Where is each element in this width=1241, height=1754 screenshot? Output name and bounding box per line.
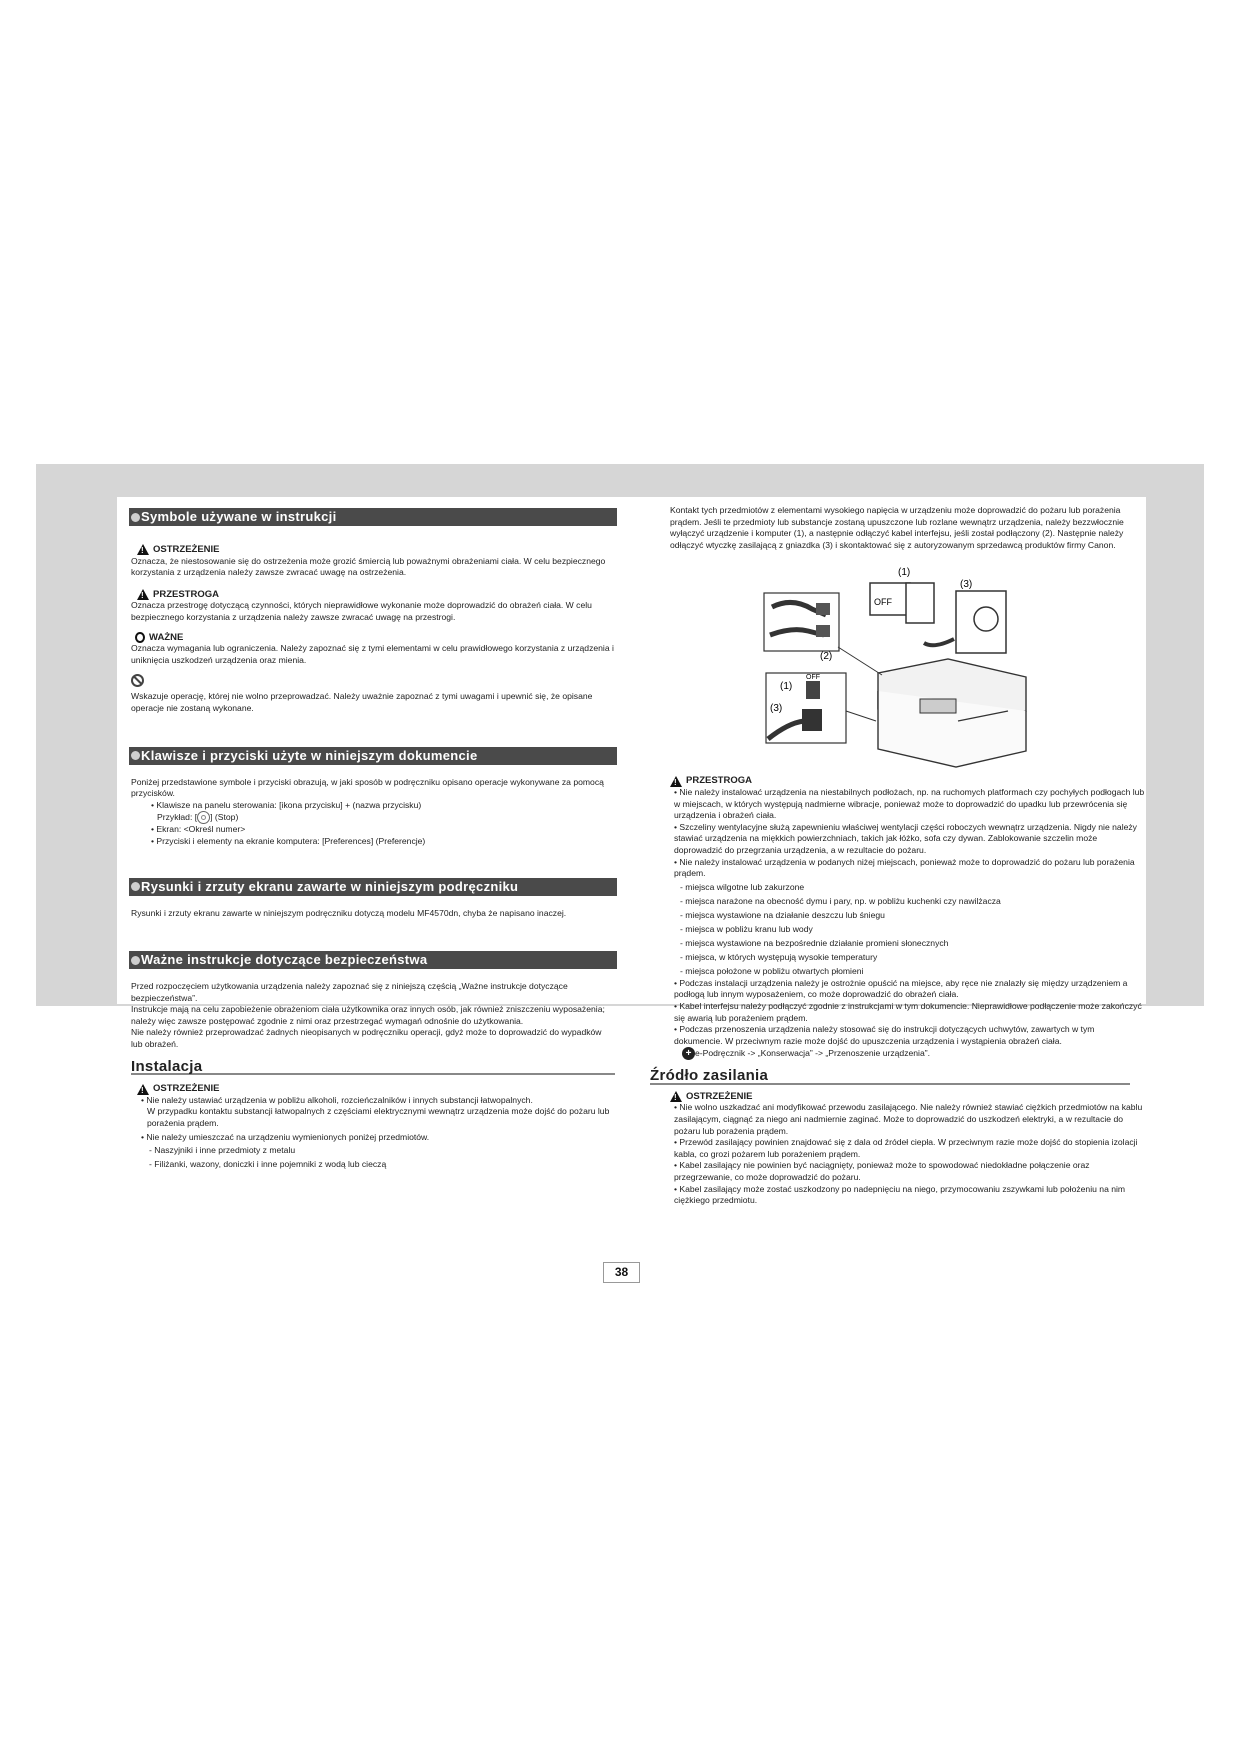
unplug-illustration bbox=[758, 561, 1058, 771]
power-source-heading: Źródło zasilania bbox=[650, 1070, 1130, 1085]
pc-tower-shape bbox=[906, 583, 934, 623]
power-inlet-shape bbox=[802, 709, 822, 731]
prohibited-icon bbox=[131, 674, 144, 687]
list-item: - miejsca położone w pobliżu otwartych płomieni bbox=[680, 965, 864, 976]
wall-outlet-box bbox=[956, 591, 1006, 653]
important-heading: WAŻNE bbox=[135, 632, 615, 644]
list-item: - miejsca wilgotne lub zakurzone bbox=[680, 881, 805, 892]
power-bullet-1: • Nie wolno uszkadzać ani modyfikować przewodu zasilającego. Nie należy również stawiać ciężkich przedmiotów na kablu zasilającym, ciągnąć za niego ani nadmiernie zaginać. Może to doprowadzić do uszkodzeń elektryki, a w rezultacie do pożaru lub porażenia prądem. bbox=[674, 1102, 1143, 1136]
caution-bullet-5: • Kabel interfejsu należy podłączyć zgodnie z instrukcjami w tym dokumencie. Nieprawidłowe podłączenie może zakończyć się awarią lub porażeniem prądem. bbox=[674, 1000, 1142, 1023]
caution-bullet-2: • Szczeliny wentylacyjne służą zapewnieniu właściwej wentylacji części roboczych wewnątrz urządzenia. Nigdy nie należy stawiać urządzenia na miękkich powierzchniach, takich jak łóżko, sofa czy dywan. Zablokowanie szczelin może doprowadzić do przegrzania urządzenia, a w rezultacie do pożaru. bbox=[674, 821, 1137, 855]
power-switch-shape bbox=[806, 681, 820, 699]
printer-panel-shape bbox=[920, 699, 956, 713]
figures-text: Rysunki i zrzuty ekranu zawarte w niniejszym podręczniku dotyczą modelu MF4570dn, chyba że napisano inaczej. bbox=[131, 907, 567, 918]
caution-heading: ! PRZESTROGA bbox=[137, 589, 615, 601]
figure-label-2: (2) bbox=[820, 651, 833, 663]
usb-port-shape bbox=[816, 625, 830, 637]
list-item: - miejsca narażone na obecność dymu i pary, np. w pobliżu kuchenki czy nawilżacza bbox=[680, 895, 1001, 906]
e-manual-reference: + e-Podręcznik -> „Konserwacja” -> „Przenoszenie urządzenia”. bbox=[670, 1047, 1145, 1060]
power-bullet-4: • Kabel zasilający może zostać uszkodzony po nadepnięciu na niego, przymocowaniu zszywkami lub położeniu na nim ciężkiego przedmiotu. bbox=[674, 1183, 1126, 1206]
installation-bullet-1: • Nie należy ustawiać urządzenia w pobliżu alkoholi, rozcieńczalników i innych substancji łatwopalnych. bbox=[141, 1094, 533, 1105]
installation-item-2: - Filiżanki, wazony, doniczki i inne pojemniki z wodą lub cieczą bbox=[149, 1158, 387, 1169]
installation-item-1: - Naszyjniki i inne przedmioty z metalu bbox=[149, 1145, 296, 1156]
page-number: 38 bbox=[603, 1262, 640, 1283]
keys-bullet-screen: • Ekran: <Określ numer> bbox=[151, 824, 246, 835]
safety-paragraph-1: Przed rozpoczęciem użytkowania urządzenia należy zapoznać się z niniejszą częścią „Ważne instrukcje dotyczące bezpieczeństwa”. bbox=[131, 981, 568, 1003]
right-column bbox=[650, 505, 1145, 1207]
power-bullet-3: • Kabel zasilający nie powinien być naciągnięty, ponieważ może to spowodować niedokładne połączenie oraz przegrzewanie, co może doprowadzić do pożaru. bbox=[674, 1160, 1090, 1183]
callout-line-interface bbox=[838, 647, 882, 675]
power-warning-heading: ! OSTRZEŻENIE bbox=[670, 1091, 1145, 1103]
safety-paragraph-3: Nie należy również przeprowadzać żadnych nieopisanych w podręczniku operacji, gdyż może to doprowadzić do wypadków lub obrażeń. bbox=[131, 1027, 602, 1050]
warning-triangle-icon bbox=[670, 1091, 682, 1102]
contact-paragraph: Kontakt tych przedmiotów z elementami wysokiego napięcia w urządzeniu może doprowadzić do pożaru lub porażenia prądem. Jeśli te przedmioty lub substancje zostaną upuszczone lub rozlane wewnątrz urządzenia, należy bezzwłocznie wyłączyć urządzenie i komputer (1), a następnie odłączyć kabel interfejsu, jeśli został podłączony (2). Następnie należy odłączyć wtyczkę zasilającą z gniazdka (3) i skontaktować się z autoryzowanym sprzedawcą produktów firmy Canon. bbox=[670, 505, 1124, 550]
unplug-illustration-svg bbox=[758, 561, 1058, 771]
figure-label-1: (1) bbox=[898, 567, 911, 579]
figure-label-1-rear: (1) bbox=[780, 681, 793, 693]
caution-bullet-1: • Nie należy instalować urządzenia na niestabilnych podłożach, np. na ruchomych platformach czy pochyłych podłogach lub w miejscach, w których występują nadmierne wibracje, ponieważ może to doprowadzić do upadku lub przewrócenia się urządzenia i obrażeń ciała. bbox=[674, 786, 1145, 821]
rear-off-label: OFF bbox=[806, 674, 820, 682]
heading-bullet-icon bbox=[131, 882, 140, 891]
caution-bullet-6: • Podczas przenoszenia urządzenia należy stosować się do instrukcji dotyczących uchwytów, zawartych w tym dokumencie. W przeciwnym razie może dojść do upuszczenia urządzenia i wystąpienia obrażeń ciała. bbox=[674, 1024, 1095, 1046]
callout-line-rear bbox=[846, 711, 876, 721]
caution-description: Oznacza przestrogę dotyczącą czynności, których nieprawidłowe wykonanie może doprowadzić do obrażeń ciała. W celu bezpiecznego korzystania z urządzenia należy zawsze zwracać uwagę na przestrogi. bbox=[131, 600, 592, 622]
figure-label-3: (3) bbox=[960, 579, 973, 591]
heading-bullet-icon bbox=[131, 956, 140, 965]
heading-bullet-icon bbox=[131, 513, 140, 522]
list-item: - miejsca w pobliżu kranu lub wody bbox=[680, 923, 813, 934]
important-description: Oznacza wymagania lub ograniczenia. Należy zapoznać się z tymi elementami w celu prawidłowego korzystania z urządzenia i uniknięcia uszkodzeń urządzenia oraz mienia. bbox=[131, 643, 614, 665]
safety-paragraph-2: Instrukcje mają na celu zapobieżenie obrażeniom ciała użytkownika oraz innych osób, jak również zniszczeniu wyposażenia; należy więc zawsze postępować zgodnie z nimi oraz przestrzegać wymagań odnośnie do użytkowania. bbox=[131, 1004, 605, 1026]
power-bullet-2: • Przewód zasilający powinien znajdować się z dala od źródeł ciepła. W przeciwnym razie może dojść do stopienia izolacji kabla, co grozi pożarem lub porażeniem prądem. bbox=[674, 1137, 1138, 1159]
list-item: - miejsca, w których występują wysokie temperatury bbox=[680, 951, 878, 962]
footer-rule-right bbox=[640, 1271, 1146, 1273]
list-item: - miejsca wystawione na bezpośrednie działanie promieni słonecznych bbox=[680, 937, 949, 948]
section-heading-symbols: Symbole używane w instrukcji bbox=[129, 508, 617, 526]
figure-label-3-rear: (3) bbox=[770, 703, 783, 715]
caution-bullet-4: • Podczas instalacji urządzenia należy je ostrożnie opuścić na miejsce, aby ręce nie znalazły się między urządzeniem a podłogą lub innym wyposażeniem, co może doprowadzić do obrażeń ciała. bbox=[674, 977, 1128, 1000]
installation-heading: Instalacja bbox=[131, 1061, 615, 1076]
installation-warning-heading: ! OSTRZEŻENIE bbox=[137, 1083, 615, 1095]
power-cord-shape bbox=[924, 639, 954, 645]
installation-bullet-1-detail: W przypadku kontaktu substancji łatwopalnych z częściami elektrycznymi wewnątrz urządzenia może dojść do pożaru lub porażenia prądem. bbox=[147, 1106, 610, 1129]
section-heading-figures: Rysunki i zrzuty ekranu zawarte w niniejszym podręczniku bbox=[129, 878, 617, 896]
warning-triangle-icon bbox=[137, 1084, 149, 1095]
monitor-off-label: OFF bbox=[874, 597, 892, 608]
caution-bullet-3: • Nie należy instalować urządzenia w podanych niżej miejscach, ponieważ może to doprowadzić do pożaru lub porażenia prądem. bbox=[674, 856, 1135, 879]
warning-triangle-icon bbox=[137, 544, 149, 555]
section-heading-keys: Klawisze i przyciski użyte w niniejszym dokumencie bbox=[129, 747, 617, 765]
left-column bbox=[131, 508, 615, 1170]
caution-heading-right: ! PRZESTROGA bbox=[670, 775, 1145, 787]
caution-triangle-icon bbox=[670, 776, 682, 787]
caution-triangle-icon bbox=[137, 589, 149, 600]
places-list bbox=[670, 880, 1145, 978]
keys-bullet-computer: • Przyciski i elementy na ekranie komputera: [Preferences] (Preferencje) bbox=[151, 835, 426, 846]
section-heading-safety: Ważne instrukcje dotyczące bezpieczeństwa bbox=[129, 951, 617, 969]
prohibited-description: Wskazuje operację, której nie wolno przeprowadzać. Należy uważnie zapoznać z tymi uwagami i upewnić się, że opisane operacje nie zostaną wykonane. bbox=[131, 691, 593, 713]
e-manual-icon: + bbox=[682, 1047, 695, 1060]
installation-bullet-2: • Nie należy umieszczać na urządzeniu wymienionych poniżej przedmiotów. bbox=[141, 1131, 430, 1142]
warning-heading: ! OSTRZEŻENIE bbox=[137, 544, 615, 556]
keys-intro: Poniżej przedstawione symbole i przyciski obrazują, w jaki sposób w podręczniku opisano operacje wykonywane za pomocą przycisków. bbox=[131, 776, 604, 799]
interface-port-shape bbox=[816, 603, 830, 615]
keys-bullet-panel: • Klawisze na panelu sterowania: [ikona przycisku] + (nazwa przycisku) bbox=[151, 799, 422, 810]
heading-bullet-icon bbox=[131, 751, 140, 760]
important-icon bbox=[135, 632, 145, 643]
stop-key-icon bbox=[197, 811, 210, 824]
keys-example: Przykład: [ ] (Stop) bbox=[131, 811, 615, 824]
footer-rule-left bbox=[117, 1271, 603, 1273]
list-item: - miejsca wystawione na działanie deszczu lub śniegu bbox=[680, 909, 885, 920]
warning-description: Oznacza, że niestosowanie się do ostrzeżenia może grozić śmiercią lub poważnymi obrażeniami ciała. W celu bezpiecznego korzystania z urządzenia należy zawsze zwracać uwagę na ostrzeżenia. bbox=[131, 555, 606, 578]
